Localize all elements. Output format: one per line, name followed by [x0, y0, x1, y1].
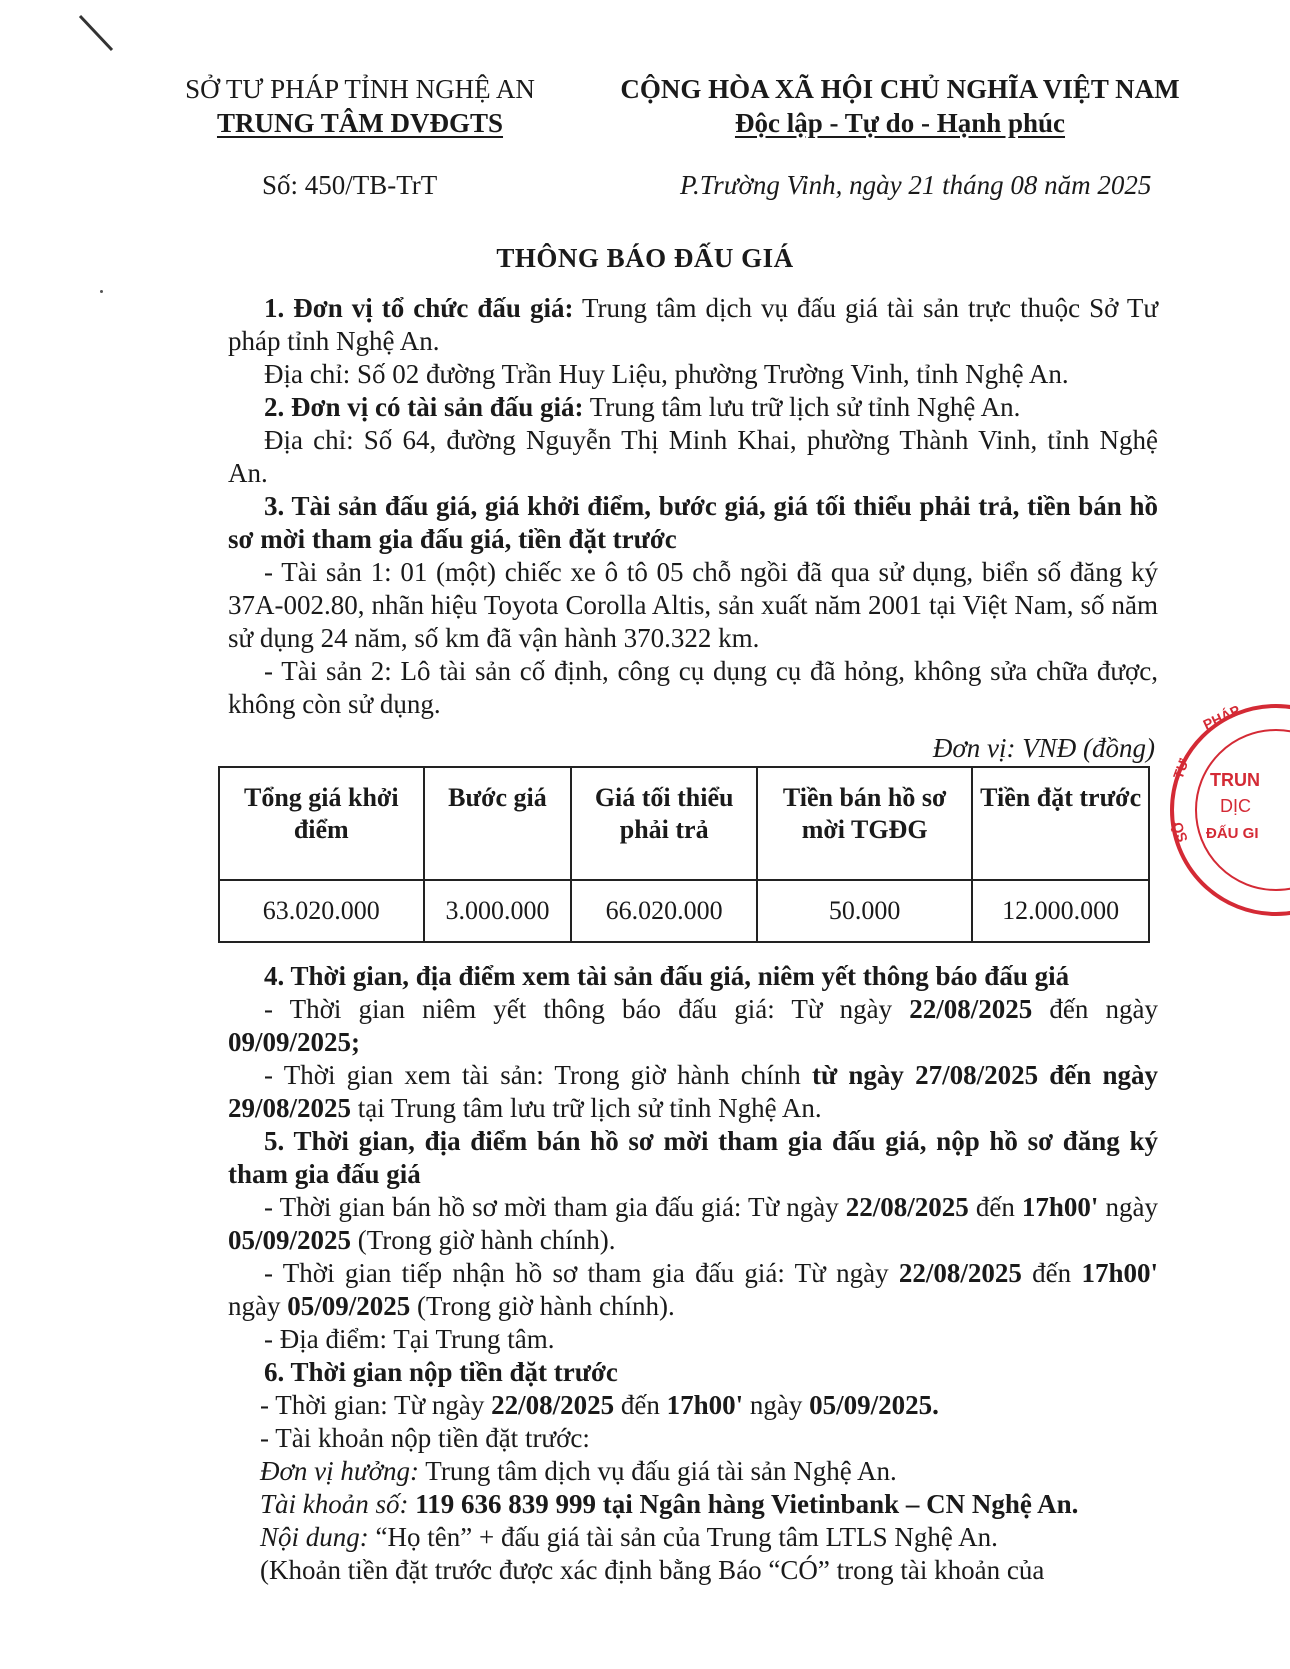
viewing-dates: từ ngày 27/08/2025 đến ngày 29/08/2025: [228, 1060, 1158, 1123]
deposit-end-date: 05/09/2025.: [809, 1390, 939, 1420]
viewing-period: [228, 1059, 1158, 1125]
place-and-date: P.Trường Vinh, ngày 21 tháng 08 năm 2025: [680, 170, 1152, 200]
section-2-address: Địa chỉ: Số 64, đường Nguyễn Thị Minh Khai, phường Thành Vinh, tỉnh Nghệ An.: [228, 425, 1158, 488]
table-row: [219, 880, 1149, 942]
deposit-period: [228, 1389, 1158, 1422]
sale-start-date: 22/08/2025: [845, 1192, 969, 1222]
deposit-note: (Khoản tiền đặt trước được xác định bằng Báo “CÓ” trong tài khoản của: [260, 1555, 1045, 1585]
section-1-label: 1. Đơn vị tổ chức đấu giá:: [264, 293, 574, 323]
dossier-receipt-period: [228, 1257, 1158, 1323]
account-line: [228, 1488, 1158, 1521]
sale-to-text: đến: [968, 1192, 1022, 1222]
deposit-text: - Thời gian: Từ ngày: [260, 1390, 492, 1420]
receipt-start-date: 22/08/2025: [898, 1258, 1022, 1288]
seal-text-top: PHÁP: [1200, 701, 1243, 733]
deposit-value: 12.000.000: [972, 880, 1149, 942]
section-1: [228, 292, 1158, 358]
beneficiary-value: Trung tâm dịch vụ đấu giá tài sản Nghệ An.: [419, 1456, 897, 1486]
section-6-heading: 6. Thời gian nộp tiền đặt trước: [264, 1357, 618, 1387]
receipt-day-text: ngày: [228, 1291, 288, 1321]
section-1-text: Trung tâm dịch vụ đấu giá tài sản trực thuộc Sở Tư pháp tỉnh Nghệ An.: [228, 293, 1158, 356]
section-5-heading: 5. Thời gian, địa điểm bán hồ sơ mời tham gia đấu giá, nộp hồ sơ đăng ký tham gia đấu giá: [228, 1126, 1158, 1189]
posting-period: [228, 993, 1158, 1059]
transfer-content-label: Nội dung:: [260, 1522, 369, 1552]
sale-end-date: 05/09/2025: [228, 1225, 352, 1255]
posting-text: - Thời gian niêm yết thông báo đấu giá: Từ ngày: [264, 994, 910, 1024]
official-seal: [1166, 700, 1290, 920]
dossier-sale-period: [228, 1191, 1158, 1257]
currency-unit: Đơn vị: VNĐ (đồng): [932, 733, 1155, 763]
receipt-text: - Thời gian tiếp nhận hồ sơ tham gia đấu giá: Từ ngày: [264, 1258, 899, 1288]
deposit-account-intro: - Tài khoản nộp tiền đặt trước:: [260, 1423, 590, 1453]
header-deposit: Tiền đặt trước: [972, 767, 1149, 880]
transfer-content-line: [228, 1521, 1158, 1554]
deposit-day-text: ngày: [743, 1390, 810, 1420]
receipt-end-time: 17h00': [1081, 1258, 1158, 1288]
beneficiary-line: [228, 1455, 1158, 1488]
price-table-header-row: [219, 767, 1149, 880]
account-label: Tài khoản số:: [260, 1489, 409, 1519]
motto-line: Độc lập - Tự do - Hạnh phúc: [734, 108, 1066, 138]
document-title: THÔNG BÁO ĐẤU GIÁ: [496, 243, 794, 273]
dossier-fee-value: 50.000: [757, 880, 972, 942]
section-2-text: Trung tâm lưu trữ lịch sử tỉnh Nghệ An.: [583, 392, 1021, 422]
receipt-to-text: đến: [1021, 1258, 1082, 1288]
seal-text-line-3: ĐẤU GI: [1206, 825, 1259, 842]
section-4-heading: 4. Thời gian, địa điểm xem tài sản đấu giá, niêm yết thông báo đấu giá: [264, 961, 1070, 991]
sale-hours-note: (Trong giờ hành chính).: [351, 1225, 616, 1255]
deposit-end-time: 17h00': [666, 1390, 744, 1420]
issuing-organization: [170, 72, 550, 140]
document-number: Số: 450/TB-TrT: [262, 170, 438, 200]
section-2: [228, 391, 1158, 424]
section-1-address: Địa chỉ: Số 02 đường Trần Huy Liệu, phường Trường Vinh, tỉnh Nghệ An.: [264, 359, 1069, 389]
price-step-value: 3.000.000: [424, 880, 572, 942]
price-table: [218, 766, 1150, 943]
sale-day-text: ngày: [1098, 1192, 1158, 1222]
body-sections-1-3: [228, 292, 1158, 721]
header-starting-price: Tổng giá khởi điểm: [219, 767, 424, 880]
account-value: 119 636 839 999 tại Ngân hàng Vietinbank – CN Nghệ An.: [408, 1489, 1079, 1519]
header-price-step: Bước giá: [424, 767, 572, 880]
beneficiary-label: Đơn vị hưởng:: [260, 1456, 420, 1486]
pen-mark-decoration: [78, 14, 118, 54]
starting-price-value: 63.020.000: [219, 880, 424, 942]
sale-end-time: 17h00': [1021, 1192, 1099, 1222]
seal-text-line-1: TRUN: [1210, 770, 1260, 790]
posting-to-text: đến ngày: [1032, 994, 1159, 1024]
nation-line-1: CỘNG HÒA XÃ HỘI CHỦ NGHĨA VIỆT NAM: [620, 74, 1180, 104]
asset-2-description: - Tài sản 2: Lô tài sản cố định, công cụ dụng cụ đã hỏng, không sửa chữa được, không còn sử dụng.: [228, 656, 1158, 719]
asset-1-description: - Tài sản 1: 01 (một) chiếc xe ô tô 05 chỗ ngồi đã qua sử dụng, biển số đăng ký 37A-002.80, nhãn hiệu Toyota Corolla Altis, sản xuất năm 2001 tại Việt Nam, số năm sử dụng 24 năm, số km đã vận hành 370.322 km.: [228, 557, 1158, 653]
viewing-location: tại Trung tâm lưu trữ lịch sử tỉnh Nghệ An.: [351, 1093, 822, 1123]
minimum-price-value: 66.020.000: [571, 880, 757, 942]
speck-decoration: [100, 290, 103, 293]
body-sections-4-6: [228, 960, 1158, 1587]
viewing-text: - Thời gian xem tài sản: Trong giờ hành chính: [264, 1060, 812, 1090]
org-line-2: TRUNG TÂM DVĐGTS: [216, 108, 504, 138]
section-3-heading: 3. Tài sản đấu giá, giá khởi điểm, bước giá, giá tối thiểu phải trả, tiền bán hồ sơ mời tham gia đấu giá, tiền đặt trước: [228, 491, 1158, 554]
header-dossier-fee: Tiền bán hồ sơ mời TGĐG: [757, 767, 972, 880]
posting-end-date: 09/09/2025;: [228, 1027, 360, 1057]
transfer-content-value: “Họ tên” + đấu giá tài sản của Trung tâm LTLS Nghệ An.: [368, 1522, 998, 1552]
seal-text-left: TƯ: [1169, 756, 1192, 782]
seal-text-line-2: DỊC: [1220, 796, 1251, 816]
seal-text-bottom: SỞ: [1168, 818, 1191, 845]
posting-start-date: 22/08/2025: [909, 994, 1033, 1024]
dossier-location: - Địa điểm: Tại Trung tâm.: [264, 1324, 555, 1354]
national-heading: [590, 72, 1210, 140]
receipt-hours-note: (Trong giờ hành chính).: [410, 1291, 675, 1321]
deposit-to-text: đến: [614, 1390, 667, 1420]
header-minimum-price: Giá tối thiểu phải trả: [571, 767, 757, 880]
org-line-1: SỞ TƯ PHÁP TỈNH NGHỆ AN: [185, 74, 535, 104]
receipt-end-date: 05/09/2025: [287, 1291, 411, 1321]
sale-text: - Thời gian bán hồ sơ mời tham gia đấu giá: Từ ngày: [264, 1192, 846, 1222]
section-2-label: 2. Đơn vị có tài sản đấu giá:: [264, 392, 584, 422]
deposit-start-date: 22/08/2025: [491, 1390, 615, 1420]
